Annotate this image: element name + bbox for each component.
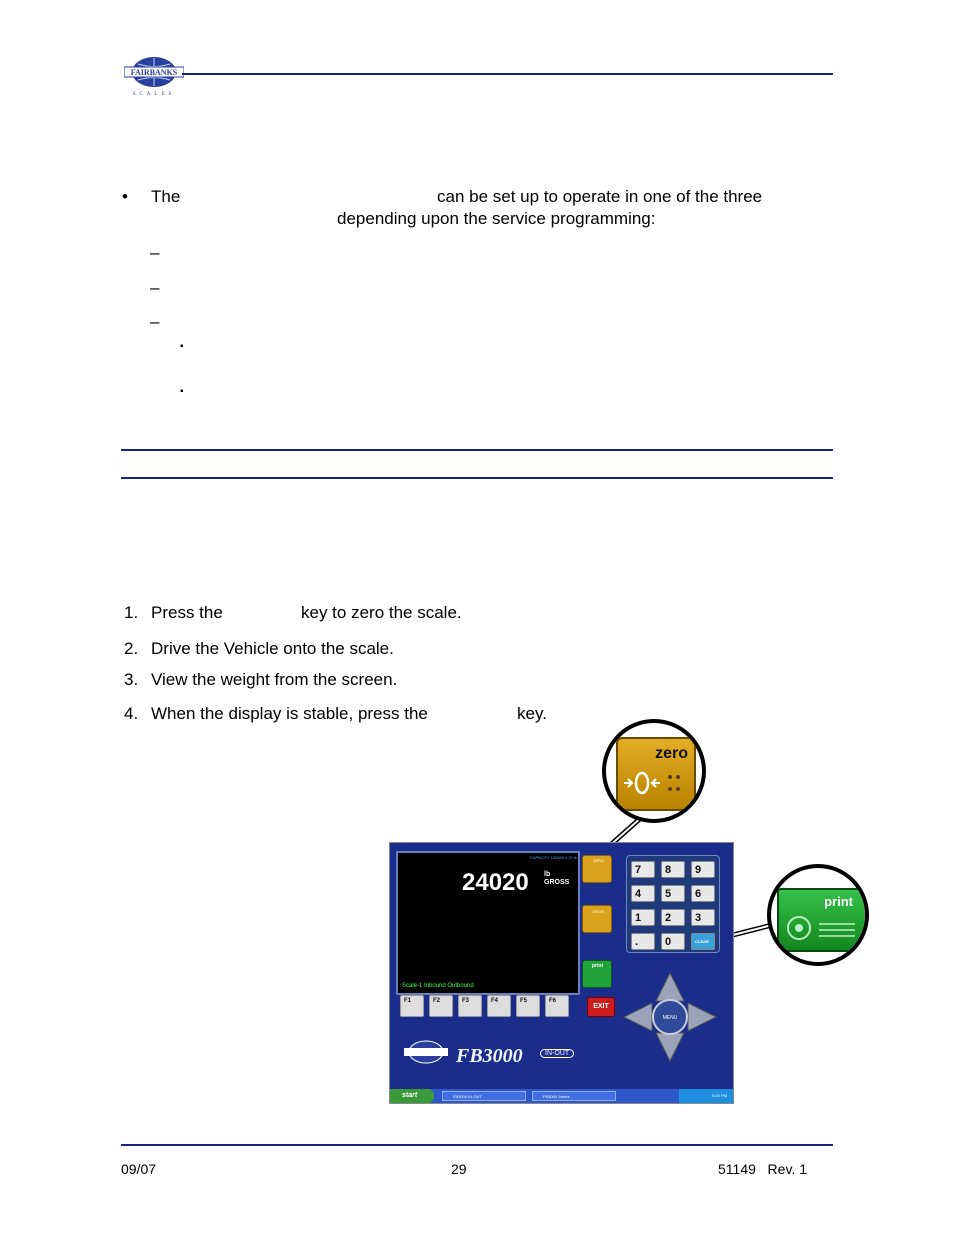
f4-key[interactable]: F4 (487, 995, 511, 1017)
square-item-1: ▪ (180, 341, 184, 352)
units-key[interactable] (582, 905, 612, 933)
scale-status: Scale-1 Inbound Outbound (402, 983, 474, 989)
key-5[interactable]: 5 (661, 885, 685, 902)
f1-key[interactable]: F1 (400, 995, 424, 1017)
print-key-label: print (592, 963, 604, 969)
key-1[interactable]: 1 (631, 909, 655, 926)
step-4-text-end: key. (517, 704, 547, 723)
weight-mode: GROSS (544, 879, 570, 886)
clear-key[interactable]: CLEAR (691, 933, 715, 950)
taskbar-clock: 5:20 PM (679, 1089, 733, 1103)
navigation-dpad[interactable] (622, 971, 718, 1063)
units-key-label: UNITS (592, 909, 604, 914)
in-out-badge: IN-OUT (540, 1049, 574, 1058)
footer-date: 09/07 (121, 1161, 157, 1177)
key-7[interactable]: 7 (631, 861, 655, 878)
dash-item-2: – (150, 278, 160, 297)
function-keys (396, 995, 576, 1021)
svg-text:FAIRBANKS: FAIRBANKS (130, 68, 178, 77)
step-1-number: 1. (124, 603, 139, 622)
step-4-text: When the display is stable, press the (151, 704, 428, 723)
print-key-small[interactable] (582, 960, 612, 988)
step-1-text: Press the (151, 603, 223, 622)
step-2-number: 2. (124, 639, 139, 658)
menu-key-label: MENU (662, 1015, 678, 1021)
step-2-text: Drive the Vehicle onto the scale. (151, 639, 394, 658)
f6-key[interactable]: F6 (545, 995, 569, 1017)
key-9[interactable]: 9 (691, 861, 715, 878)
f2-key[interactable]: F2 (429, 995, 453, 1017)
step-3-number: 3. (124, 670, 139, 689)
print-callout (767, 864, 869, 966)
taskbar-item-1[interactable]: FB3000 IN-OUT (442, 1091, 526, 1101)
f3-key[interactable]: F3 (458, 995, 482, 1017)
fb3000-brand: FB3000 (456, 1045, 523, 1067)
print-key-large (777, 888, 867, 952)
key-4[interactable]: 4 (631, 885, 655, 902)
key-3[interactable]: 3 (691, 909, 715, 926)
dash-item-3: – (150, 312, 160, 331)
capacity-text: CAPACITY 120000 x 20 lb (530, 855, 577, 860)
numeric-keypad (626, 855, 720, 953)
taskbar-item-2[interactable]: FB3000 Series (532, 1091, 616, 1101)
zero-key-small[interactable] (582, 855, 612, 883)
weight-readout: 24020 (462, 869, 529, 896)
dash-item-1: – (150, 243, 160, 262)
key-0[interactable]: 0 (661, 933, 685, 950)
key-2[interactable]: 2 (661, 909, 685, 926)
step-4-number: 4. (124, 704, 139, 723)
fb3000-screenshot (389, 842, 734, 1104)
zero-callout (602, 719, 706, 823)
zero-arrows-icon (622, 765, 690, 801)
footer-rule (121, 1144, 833, 1146)
key-8[interactable]: 8 (661, 861, 685, 878)
footer-doc-number: 51149 Rev. 1 (718, 1161, 807, 1177)
start-button[interactable]: start (390, 1089, 434, 1103)
fairbanks-globe-small (404, 1039, 448, 1067)
bullet-text-start: The (151, 187, 181, 206)
svg-text:SCALES: SCALES (132, 92, 176, 97)
bullet-dot: • (122, 187, 128, 206)
windows-taskbar (390, 1089, 733, 1103)
zero-key-label: ZERO (593, 858, 605, 863)
bullet-text-end: can be set up to operate in one of the three (437, 187, 763, 206)
exit-key[interactable]: EXIT (587, 997, 615, 1017)
step-1-text-end: key to zero the scale. (301, 603, 462, 622)
weight-unit: lb (544, 871, 551, 878)
printer-icon (785, 910, 859, 944)
f5-key[interactable]: F5 (516, 995, 540, 1017)
weight-display (396, 851, 580, 995)
key-decimal[interactable]: . (631, 933, 655, 950)
bullet-text-line2: depending upon the service programming: (337, 209, 656, 228)
step-3-text: View the weight from the screen. (151, 670, 398, 689)
square-item-2: ▪ (180, 386, 184, 397)
key-6[interactable]: 6 (691, 885, 715, 902)
zero-key-large (616, 737, 696, 811)
print-callout-label: print (824, 894, 853, 909)
footer-page-number: 29 (451, 1161, 467, 1177)
zero-callout-label: zero (655, 745, 688, 762)
